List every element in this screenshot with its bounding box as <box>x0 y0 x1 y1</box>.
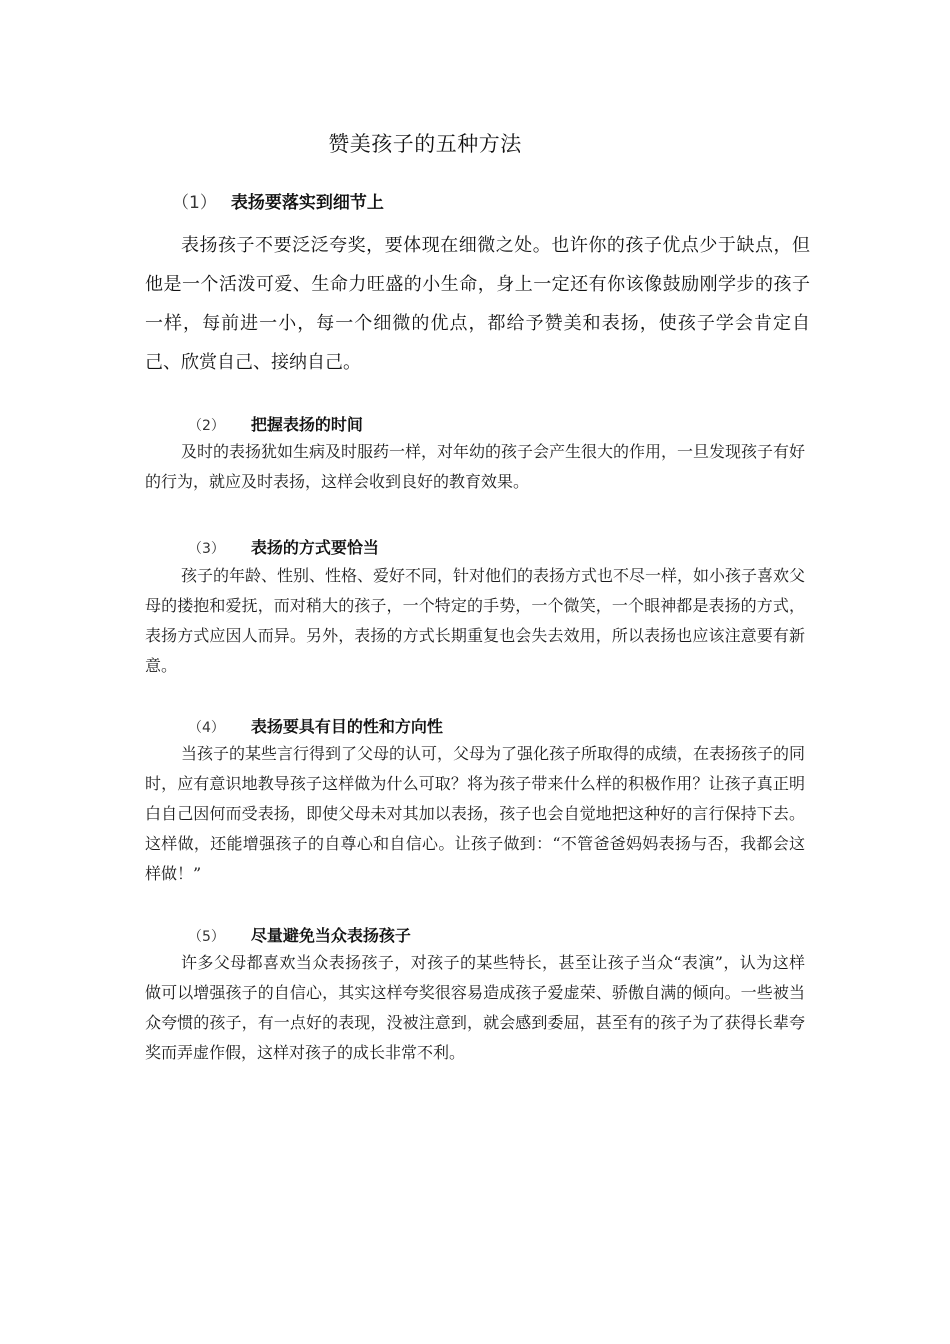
section-3-heading <box>188 535 379 558</box>
section-4-body: 当孩子的某些言行得到了父母的认可，父母为了强化孩子所取得的成绩，在表扬孩子的同时，应有意识地教导孩子这样做为什么可取？将为孩子带来什么样的积极作用？让孩子真正明白自己因何而受表扬，即使父母未对其加以表扬，孩子也会自觉地把这种好的言行保持下去。这样做，还能增强孩子的自尊心和自信心。让孩子做到：“不管爸爸妈妈表扬与否，我都会这样做！” <box>145 744 806 883</box>
section-3-body: 孩子的年龄、性别、性格、爱好不同，针对他们的表扬方式也不尽一样，如小孩子喜欢父母的搂抱和爱抚，而对稍大的孩子，一个特定的手势，一个微笑，一个眼神都是表扬的方式，表扬方式应因人而异。另外，表扬的方式长期重复也会失去效用，所以表扬也应该注意要有新意。 <box>145 566 806 675</box>
section-5-body: 许多父母都喜欢当众表扬孩子，对孩子的某些特长，甚至让孩子当众“表演”，认为这样做可以增强孩子的自信心，其实这样夸奖很容易造成孩子爱虚荣、骄傲自满的倾向。一些被当众夸惯的孩子，有一点好的表现，没被注意到，就会感到委屈，甚至有的孩子为了获得长辈夸奖而弄虚作假，这样对孩子的成长非常不利。 <box>145 953 805 1062</box>
section-1-body: 表扬孩子不要泛泛夸奖，要体现在细微之处。也许你的孩子优点少于缺点，但他是一个活泼可爱、生命力旺盛的小生命，身上一定还有你该像鼓励刚学步的孩子一样，每前进一小，每一个细微的优点，都给予赞美和表扬，使孩子学会肯定自己、欣赏自己、接纳自己。 <box>145 235 810 373</box>
section-2-heading <box>188 412 363 435</box>
section-5-heading <box>188 923 411 946</box>
section-1-heading <box>172 188 384 213</box>
section-1-title: 表扬要落实到细节上 <box>230 193 384 213</box>
section-3-title: 表扬的方式要恰当 <box>250 538 379 557</box>
section-3-number: （3） <box>188 541 225 557</box>
section-2-body: 及时的表扬犹如生病及时服药一样，对年幼的孩子会产生很大的作用，一旦发现孩子有好的行为，就应及时表扬，这样会收到良好的教育效果。 <box>145 442 806 491</box>
section-2-title: 把握表扬的时间 <box>250 415 363 434</box>
section-4-number: （4） <box>188 720 225 736</box>
section-4-heading <box>188 714 443 737</box>
document-title: 赞美孩子的五种方法 <box>328 132 522 156</box>
section-5-title: 尽量避免当众表扬孩子 <box>250 926 411 945</box>
section-1-number: （1） <box>172 193 217 213</box>
section-2-number: （2） <box>188 418 225 434</box>
section-5-number: （5） <box>188 929 225 945</box>
section-4-title: 表扬要具有目的性和方向性 <box>250 717 443 736</box>
